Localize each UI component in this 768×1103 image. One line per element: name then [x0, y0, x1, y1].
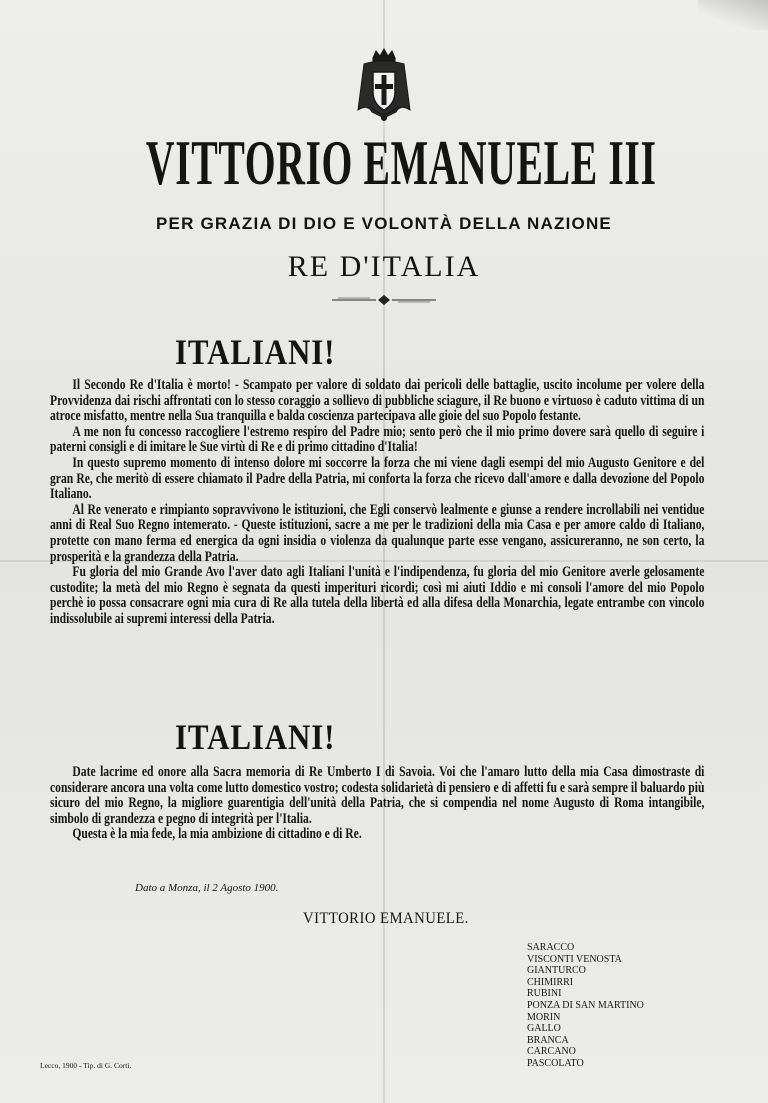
- main-title: VITTORIO EMANUELE III: [145, 127, 657, 198]
- minister-name: PONZA DI SAN MARTINO: [527, 999, 644, 1011]
- minister-name: BRANCA: [527, 1034, 569, 1046]
- proclamation-section-1: [50, 378, 704, 628]
- minister-name: CHIMIRRI: [527, 976, 574, 988]
- royal-signature: VITTORIO EMANUELE.: [303, 910, 469, 927]
- paragraph: In questo supremo momento di intenso dolore mi soccorre la forza che mi viene dagli esempi del mio Augusto Genitore e del gran Re, che meritò di essere chiamato il Padre della Patria, mi conforta la forza che ricevo dall'amore e dalla devozione del Popolo Italiano.: [50, 454, 705, 503]
- savoy-coat-of-arms-icon: [356, 48, 412, 122]
- paragraph: Al Re venerato e rimpianto sopravvivono le istituzioni, che Egli conservò lealmente e giunse a rendere incrollabili nei ventidue anni di Real Suo Regno intemerato. - Queste istituzioni, sacre a me per le tradizioni della mia Casa e per amore caldo di Italiano, protette con mano ferma ed energica da ogni insidia o violenza da qualunque parte esse vengano, assicureranno, ne son certo, la prosperità e la grandezza della Patria.: [50, 501, 705, 565]
- minister-name: PASCOLATO: [527, 1057, 584, 1069]
- proclamation-section-2: [50, 765, 704, 843]
- paragraph: Il Secondo Re d'Italia è morto! - Scampato per valore di soldato dai pericoli delle battaglie, uscito incolume per volere della Provvidenza dai rischi affrontati con lo stesso coraggio a sollievo di pubbliche sciagure, il Re buono e virtuoso è caduto vittima di un atroce misfatto, mentre nella Sua tranquilla e balda coscienza partecipava alle gioie del suo Popolo festante.: [50, 377, 705, 425]
- printer-imprint: Lecco, 1900 - Tip. di G. Corti.: [40, 1061, 132, 1070]
- minister-name: GIANTURCO: [527, 965, 586, 977]
- heading-italiani-1: ITALIANI!: [175, 332, 336, 372]
- minister-name: CARCANO: [527, 1046, 576, 1058]
- minister-name: VISCONTI VENOSTA: [527, 953, 622, 965]
- dateline: Dato a Monza, il 2 Agosto 1900.: [135, 882, 279, 894]
- paragraph: Questa è la mia fede, la mia ambizione di cittadino e di Re.: [72, 826, 362, 843]
- minister-signatories: [527, 942, 644, 1070]
- subtitle: PER GRAZIA DI DIO E VOLONTÀ DELLA NAZIONE: [156, 214, 612, 233]
- minister-name: MORIN: [527, 1011, 561, 1023]
- paragraph: Fu gloria del mio Grande Avo l'aver dato agli Italiani l'unità e l'indipendenza, fu gloria del mio Genitore averle gelosamente custodite; la metà del mio Regno è segnata da questi imperituri ricordi; così mi aiuti Iddio e mi consoli l'amore del mio Popolo perchè io possa consacrare ogni mia cura di Re alla tutela della libertà ed alla difesa della Monarchia, legate entrambe con vincolo indissolubile ai supremi interessi della Patria.: [50, 564, 705, 627]
- minister-name: GALLO: [527, 1023, 561, 1035]
- heading-italiani-2: ITALIANI!: [175, 717, 336, 757]
- paragraph: Date lacrime ed onore alla Sacra memoria di Re Umberto I di Savoia. Voi che l'amaro lutto della mia Casa dimostraste di considerare ancora una volta come lutto domestico vostro; codesta solidarietà di pensiero e di affetti fu e sarà sempre il baluardo più sicuro del mio Regno, la migliore guarentigia dell'unità della Patria, che si compendia nel nome Augusto di Roma intangibile, simbolo di grandezza e pegno di integrità per l'Italia.: [50, 764, 705, 827]
- minister-name: RUBINI: [527, 988, 562, 1000]
- minister-name: SARACCO: [527, 942, 575, 953]
- paragraph: A me non fu concesso raccogliere l'estremo respiro del Padre mio; sento però che il mio primo dovere sarà quello di seguire i paterni consigli e di imitare le Sue virtù di Re e di primo cittadino d'Italia!: [50, 423, 705, 456]
- torn-corner: [698, 0, 768, 30]
- king-title: RE D'ITALIA: [287, 250, 481, 283]
- divider-ornament-icon: [330, 294, 438, 306]
